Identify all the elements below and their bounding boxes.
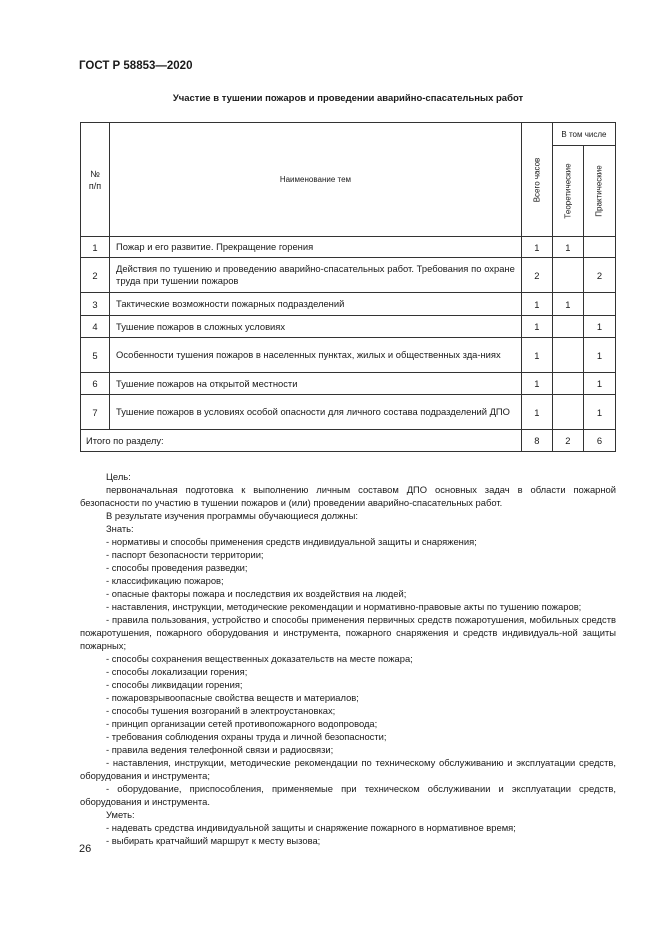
body-paragraph: - правила пользования, устройство и способы применения первичных средств пожаротушения, мобильных средств пожаротушения, пожарного оборудования и инструмента, пожарного снаряжения и средств индивидуаль-ной защиты пожарных; [80, 614, 616, 651]
row-total: 2 [521, 258, 552, 293]
row-total: 1 [521, 338, 552, 373]
row-topic: Тушение пожаров в условиях особой опасности для личного состава подразделений ДПО [110, 395, 522, 430]
page-number: 26 [79, 843, 92, 855]
standard-id: ГОСТ Р 58853—2020 [79, 60, 193, 72]
row-theory: 1 [552, 237, 583, 258]
body-paragraph: - способы тушения возгораний в электроустановках; [106, 705, 336, 716]
row-theory [552, 338, 583, 373]
row-practice [583, 293, 615, 316]
row-theory: 1 [552, 293, 583, 316]
row-topic: Тактические возможности пожарных подразделений [110, 293, 522, 316]
row-total: 1 [521, 373, 552, 395]
row-practice [583, 237, 615, 258]
row-total: 1 [521, 316, 552, 338]
body-paragraph: - способы ликвидации горения; [106, 679, 243, 690]
row-theory [552, 316, 583, 338]
body-paragraph: Уметь: [106, 809, 135, 820]
body-paragraph: - нормативы и способы применения средств индивидуальной защиты и снаряжения; [106, 536, 477, 547]
row-num: 2 [81, 258, 110, 293]
body-paragraph: - требования соблюдения охраны труда и личной безопасности; [106, 731, 387, 742]
header-theory-label: Теоретические [563, 163, 573, 219]
body-paragraph: - правила ведения телефонной связи и радиосвязи; [106, 744, 334, 755]
totals-practice: 6 [583, 430, 615, 452]
header-including: В том числе [552, 123, 615, 146]
body-paragraph: - выбирать кратчайший маршрут к месту вызова; [106, 835, 321, 846]
row-topic: Тушение пожаров в сложных условиях [110, 316, 522, 338]
row-topic: Действия по тушению и проведению аварийно-спасательных работ. Требования по охране труда при тушении пожаров [110, 258, 522, 293]
table-row [81, 316, 616, 338]
body-paragraph: - способы проведения разведки; [106, 562, 248, 573]
body-paragraph: - пожаровзрывоопасные свойства веществ и материалов; [106, 692, 359, 703]
totals-label: Итого по разделу: [81, 430, 522, 452]
body-paragraph: - опасные факторы пожара и последствия их воздействия на людей; [106, 588, 407, 599]
row-num: 4 [81, 316, 110, 338]
row-total: 1 [521, 293, 552, 316]
table-row [81, 293, 616, 316]
body-paragraph: - классификацию пожаров; [106, 575, 224, 586]
row-practice: 1 [583, 338, 615, 373]
totals-theory: 2 [552, 430, 583, 452]
row-num: 3 [81, 293, 110, 316]
totals-total: 8 [521, 430, 552, 452]
header-topic-name: Наименование тем [110, 123, 522, 237]
table-row [81, 395, 616, 430]
row-total: 1 [521, 237, 552, 258]
body-text [80, 470, 616, 847]
table-row [81, 338, 616, 373]
table-row [81, 237, 616, 258]
body-paragraph: - надевать средства индивидуальной защиты и снаряжение пожарного в нормативное время; [106, 822, 516, 833]
row-num: 7 [81, 395, 110, 430]
body-paragraph: - паспорт безопасности территории; [106, 549, 264, 560]
row-practice: 1 [583, 316, 615, 338]
body-paragraph: Цель: [106, 471, 131, 482]
body-paragraph: - наставления, инструкции, методические рекомендации и нормативно-правовые акты по тушению пожаров; [106, 601, 582, 612]
row-topic: Особенности тушения пожаров в населенных пунктах, жилых и общественных зда-ниях [110, 338, 522, 373]
table-row [81, 373, 616, 395]
table-row [81, 258, 616, 293]
row-theory [552, 258, 583, 293]
row-num: 6 [81, 373, 110, 395]
row-topic: Тушение пожаров на открытой местности [110, 373, 522, 395]
body-paragraph: Знать: [106, 523, 134, 534]
row-topic: Пожар и его развитие. Прекращение горения [110, 237, 522, 258]
header-total-hours [521, 123, 552, 237]
row-practice: 1 [583, 373, 615, 395]
section-title: Участие в тушении пожаров и проведении аварийно-спасательных работ [172, 93, 524, 104]
row-num: 1 [81, 237, 110, 258]
body-paragraph: - наставления, инструкции, методические рекомендации по техническому обслуживанию и эксплуатации средств, оборудования и инструмента; [80, 757, 616, 781]
row-num: 5 [81, 338, 110, 373]
header-practice [583, 146, 615, 237]
body-paragraph: В результате изучения программы обучающиеся должны: [106, 510, 358, 521]
totals-row [81, 430, 616, 452]
header-num: № п/п [81, 123, 110, 237]
row-total: 1 [521, 395, 552, 430]
row-theory [552, 395, 583, 430]
body-paragraph: первоначальная подготовка к выполнению личным составом ДПО основных задач в области пожарной безопасности по участию в тушении пожаров и (или) проведении аварийно-спасательных работ. [80, 484, 616, 508]
body-paragraph: - оборудование, приспособления, применяемые при техническом обслуживании и эксплуатации средств, оборудования и инструмента. [80, 783, 616, 807]
header-total-hours-label: Всего часов [532, 157, 542, 202]
body-paragraph: - способы локализации горения; [106, 666, 248, 677]
row-theory [552, 373, 583, 395]
header-theory [552, 146, 583, 237]
body-paragraph: - принцип организации сетей противопожарного водопровода; [106, 718, 378, 729]
row-practice: 2 [583, 258, 615, 293]
row-practice: 1 [583, 395, 615, 430]
header-practice-label: Практические [594, 165, 604, 217]
body-paragraph: - способы сохранения вещественных доказательств на месте пожара; [106, 653, 413, 664]
topics-table [80, 122, 616, 452]
